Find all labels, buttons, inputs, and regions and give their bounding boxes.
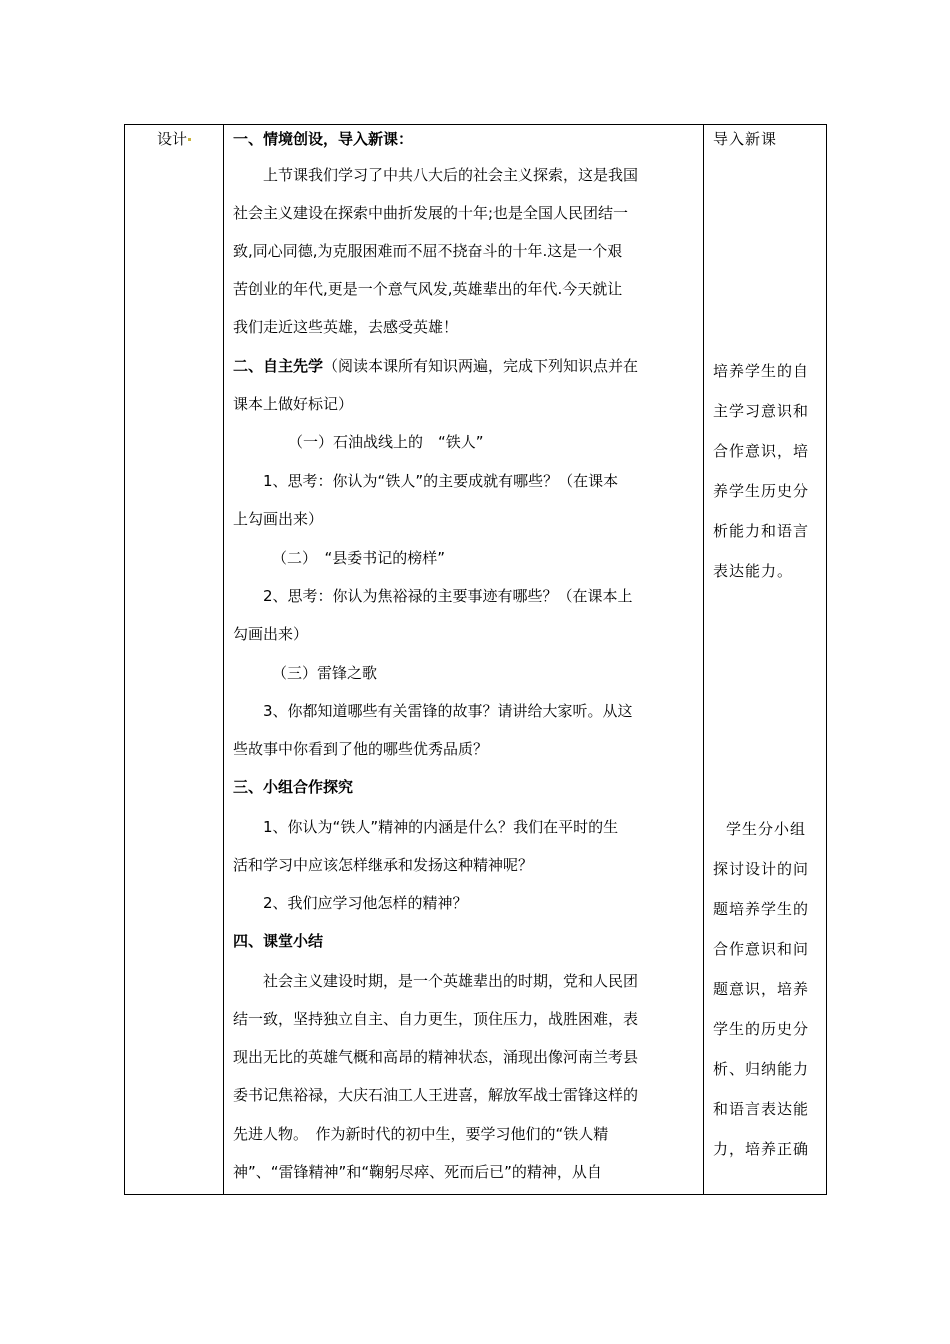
content-line [233, 509, 323, 529]
line-text: 社会主义建设时期，是一个英雄辈出的时期，党和人民团 [263, 972, 639, 990]
content-column [224, 125, 703, 1194]
content-line [263, 471, 618, 491]
content-line [233, 241, 622, 261]
line-suffix: （阅读本课所有知识两遍，完成下列知识点并在 [323, 357, 639, 375]
lesson-table [124, 124, 827, 1195]
line-text: 一、情境创设，导入新课： [233, 130, 414, 148]
line-text: 1、你认为“铁人”精神的内涵是什么？我们在平时的生 [263, 818, 619, 836]
content-line [233, 1047, 638, 1067]
section-heading [233, 777, 353, 797]
content-line [233, 279, 622, 299]
stage-column [125, 125, 223, 1194]
content-line [263, 817, 618, 837]
line-text: 我们走近这些英雄，去感受英雄！ [233, 318, 459, 336]
purpose-line: 探讨设计的问 [713, 860, 810, 878]
content-line [233, 203, 628, 223]
line-text: 神”、“雷锋精神”和“鞠躬尽瘁、死而后已”的精神，从自 [233, 1163, 602, 1181]
purpose-line: 主学习意识和 [713, 402, 810, 420]
line-text: 苦创业的年代,更是一个意气风发,英雄辈出的年代.今天就让 [233, 280, 623, 298]
content-line [288, 432, 484, 452]
content-line [233, 1085, 638, 1105]
line-text: 三、小组合作探究 [233, 778, 354, 796]
purpose-line: 合作意识，培 [713, 442, 810, 460]
purpose-column [704, 125, 828, 1194]
purpose-line: 学生的历史分 [713, 1020, 810, 1038]
content-line [272, 663, 377, 683]
line-text: 2、思考：你认为焦裕禄的主要事迹有哪些？（在课本上 [263, 587, 633, 605]
purpose-line: 析能力和语言 [713, 522, 810, 540]
line-text: 2、我们应学习他怎样的精神？ [263, 894, 468, 912]
format-mark-icon [188, 138, 191, 141]
line-text: 致,同心同德,为克服困难而不屈不挠奋斗的十年.这是一个艰 [233, 242, 623, 260]
stage-label: 设计 [157, 129, 192, 149]
purpose-line: 和语言表达能 [713, 1100, 810, 1118]
content-line [263, 701, 633, 721]
content-line [233, 1009, 638, 1029]
line-text: 活和学习中应该怎样继承和发扬这种精神呢？ [233, 856, 534, 874]
content-line [263, 893, 468, 913]
line-text: 委书记焦裕禄，大庆石油工人王进喜，解放军战士雷锋这样的 [233, 1086, 639, 1104]
purpose-line: 养学生历史分 [713, 482, 810, 500]
purpose-line: 学生分小组 [726, 820, 807, 838]
line-text: 上节课我们学习了中共八大后的社会主义探索，这是我国 [263, 166, 639, 184]
line-text: 社会主义建设在探索中曲折发展的十年;也是全国人民团结一 [233, 204, 629, 222]
content-line [233, 739, 488, 759]
content-line [233, 855, 533, 875]
line-text: 上勾画出来） [233, 510, 324, 528]
line-text: 四、课堂小结 [233, 932, 324, 950]
section-heading [233, 931, 323, 951]
content-line [263, 586, 633, 606]
line-text: 先进人物。 作为新时代的初中生，要学习他们的“铁人精 [233, 1125, 609, 1143]
line-text: 二、自主先学 [233, 357, 324, 375]
line-text: 课本上做好标记） [233, 395, 354, 413]
purpose-line: 题培养学生的 [713, 900, 810, 918]
section-heading [233, 129, 413, 149]
purpose-line: 导入新课 [713, 130, 778, 148]
line-text: （三）雷锋之歌 [272, 664, 378, 682]
purpose-line: 题意识，培养 [713, 980, 810, 998]
line-text: （二） “县委书记的榜样” [272, 549, 446, 567]
content-line [263, 165, 638, 185]
purpose-line: 析、归纳能力 [713, 1060, 810, 1078]
content-line [233, 394, 353, 414]
line-text: 勾画出来） [233, 625, 309, 643]
content-line [233, 624, 308, 644]
content-line [233, 1162, 602, 1182]
purpose-line: 表达能力。 [713, 562, 794, 580]
purpose-line: 培养学生的自 [713, 362, 810, 380]
purpose-line: 合作意识和问 [713, 940, 810, 958]
line-text: （一）石油战线上的 “铁人” [288, 433, 484, 451]
purpose-line: 力，培养正确 [713, 1140, 810, 1158]
content-line [233, 317, 458, 337]
line-text: 些故事中你看到了他的哪些优秀品质？ [233, 740, 489, 758]
content-line [263, 971, 638, 991]
line-text: 1、思考：你认为“铁人”的主要成就有哪些？（在课本 [263, 472, 619, 490]
line-text: 现出无比的英雄气概和高昂的精神状态，涌现出像河南兰考县 [233, 1048, 639, 1066]
section-heading [233, 356, 638, 376]
content-line [233, 1124, 608, 1144]
line-text: 结一致，坚持独立自主、自力更生，顶住压力，战胜困难，表 [233, 1010, 639, 1028]
content-line [272, 548, 445, 568]
line-text: 3、你都知道哪些有关雷锋的故事？请讲给大家听。从这 [263, 702, 633, 720]
